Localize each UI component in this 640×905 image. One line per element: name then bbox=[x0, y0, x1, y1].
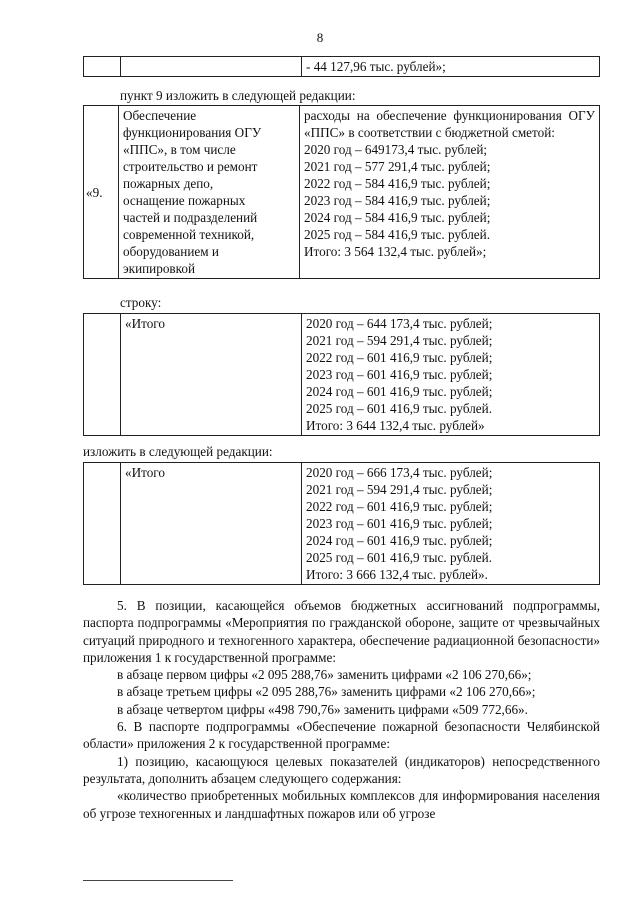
year-line: 2020 год – 666 173,4 тыс. рублей; bbox=[306, 465, 493, 480]
name-line: оборудованием и bbox=[123, 244, 219, 259]
table-itogo-old bbox=[83, 313, 600, 436]
year-line: 2022 год – 584 416,9 тыс. рублей; bbox=[304, 176, 491, 191]
year-line: 2025 год – 601 416,9 тыс. рублей. bbox=[306, 550, 492, 565]
paragraph-6: 6. В паспорте подпрограммы «Обеспечение пожарной безопасности Челябинской области» приложения 2 к государственной программе: bbox=[83, 719, 600, 752]
cell-empty bbox=[84, 314, 121, 436]
paragraph-5b: в абзаце третьем цифры «2 095 288,76» заменить цифрами «2 106 270,66»; bbox=[117, 684, 536, 700]
table-row9 bbox=[83, 105, 600, 279]
row-number: «9. bbox=[84, 106, 119, 279]
name-line: оснащение пожарных bbox=[123, 193, 246, 208]
year-line: 2022 год – 601 416,9 тыс. рублей; bbox=[306, 350, 493, 365]
year-line: 2024 год – 584 416,9 тыс. рублей; bbox=[304, 210, 491, 225]
itogo-label: «Итого bbox=[121, 314, 302, 436]
year-line: 2023 год – 601 416,9 тыс. рублей; bbox=[306, 516, 493, 531]
year-line: 2025 год – 584 416,9 тыс. рублей. bbox=[304, 227, 490, 242]
name-line: функционирования ОГУ bbox=[123, 125, 262, 140]
year-line: 2023 год – 584 416,9 тыс. рублей; bbox=[304, 193, 491, 208]
name-line: строительство и ремонт bbox=[123, 159, 258, 174]
year-line: 2022 год – 601 416,9 тыс. рублей; bbox=[306, 499, 493, 514]
cell-empty bbox=[84, 57, 121, 77]
year-line: 2020 год – 644 173,4 тыс. рублей; bbox=[306, 316, 493, 331]
table-row bbox=[84, 57, 600, 77]
cell-empty bbox=[84, 463, 121, 585]
table-row bbox=[84, 314, 600, 436]
paragraph-5: 5. В позиции, касающейся объемов бюджетных ассигнований подпрограммы, паспорта подпрограммы «Мероприятия по гражданской обороне, защите от чрезвычайных ситуаций природного и техногенного характера, обеспечение радиационной безопасности» приложения 1 к государственной программе: bbox=[83, 598, 600, 665]
itogo-values bbox=[302, 314, 600, 436]
body-text bbox=[83, 597, 600, 822]
label-stroku: строку: bbox=[120, 295, 162, 310]
year-line: 2021 год – 577 291,4 тыс. рублей; bbox=[304, 159, 491, 174]
year-line: 2024 год – 601 416,9 тыс. рублей; bbox=[306, 384, 493, 399]
paragraph-6-1: 1) позицию, касающуюся целевых показателей (индикаторов) непосредственного результата, дополнить абзацем следующего содержания: bbox=[83, 753, 600, 786]
total-line: Итого: 3 644 132,4 тыс. рублей» bbox=[306, 418, 485, 433]
name-line: частей и подразделений bbox=[123, 210, 258, 225]
name-line: «ППС», в том числе bbox=[123, 142, 236, 157]
itogo-label: «Итого bbox=[121, 463, 302, 585]
label-punkt9: пункт 9 изложить в следующей редакции: bbox=[120, 88, 356, 103]
table-row bbox=[84, 463, 600, 585]
year-line: 2023 год – 601 416,9 тыс. рублей; bbox=[306, 367, 493, 382]
cell-amount: - 44 127,96 тыс. рублей»; bbox=[302, 57, 600, 77]
label-izlozhit: изложить в следующей редакции: bbox=[83, 444, 273, 459]
name-line: Обеспечение bbox=[123, 108, 197, 123]
year-line: 2020 год – 649173,4 тыс. рублей; bbox=[304, 142, 488, 157]
name-line: пожарных депо, bbox=[123, 176, 214, 191]
name-line: современной техникой, bbox=[123, 227, 255, 242]
total-line: Итого: 3 564 132,4 тыс. рублей»; bbox=[304, 244, 487, 259]
paragraph-6-quote: «количество приобретенных мобильных комплексов для информирования населения об угрозе техногенных и ландшафтных пожаров или об угрозе bbox=[83, 788, 600, 821]
paragraph-5c: в абзаце четвертом цифры «498 790,76» заменить цифрами «509 772,66». bbox=[117, 701, 528, 717]
row-description: расходы на обеспечение функционирования ОГУ «ППС» в соответствии с бюджетной сметой: bbox=[304, 108, 595, 140]
paragraph-5a: в абзаце первом цифры «2 095 288,76» заменить цифрами «2 106 270,66»; bbox=[117, 667, 532, 683]
row-name bbox=[119, 106, 300, 279]
table-row bbox=[84, 106, 600, 279]
cell-empty bbox=[121, 57, 302, 77]
name-line: экипировкой bbox=[123, 261, 196, 276]
year-line: 2021 год – 594 291,4 тыс. рублей; bbox=[306, 482, 493, 497]
row-details bbox=[300, 106, 600, 279]
year-line: 2024 год – 601 416,9 тыс. рублей; bbox=[306, 533, 493, 548]
footer-divider bbox=[83, 880, 233, 881]
table-itogo-new bbox=[83, 462, 600, 585]
total-line: Итого: 3 666 132,4 тыс. рублей». bbox=[306, 567, 488, 582]
table-continuation bbox=[83, 56, 600, 77]
year-line: 2021 год – 594 291,4 тыс. рублей; bbox=[306, 333, 493, 348]
itogo-values bbox=[302, 463, 600, 585]
page-number: 8 bbox=[316, 30, 324, 45]
year-line: 2025 год – 601 416,9 тыс. рублей. bbox=[306, 401, 492, 416]
